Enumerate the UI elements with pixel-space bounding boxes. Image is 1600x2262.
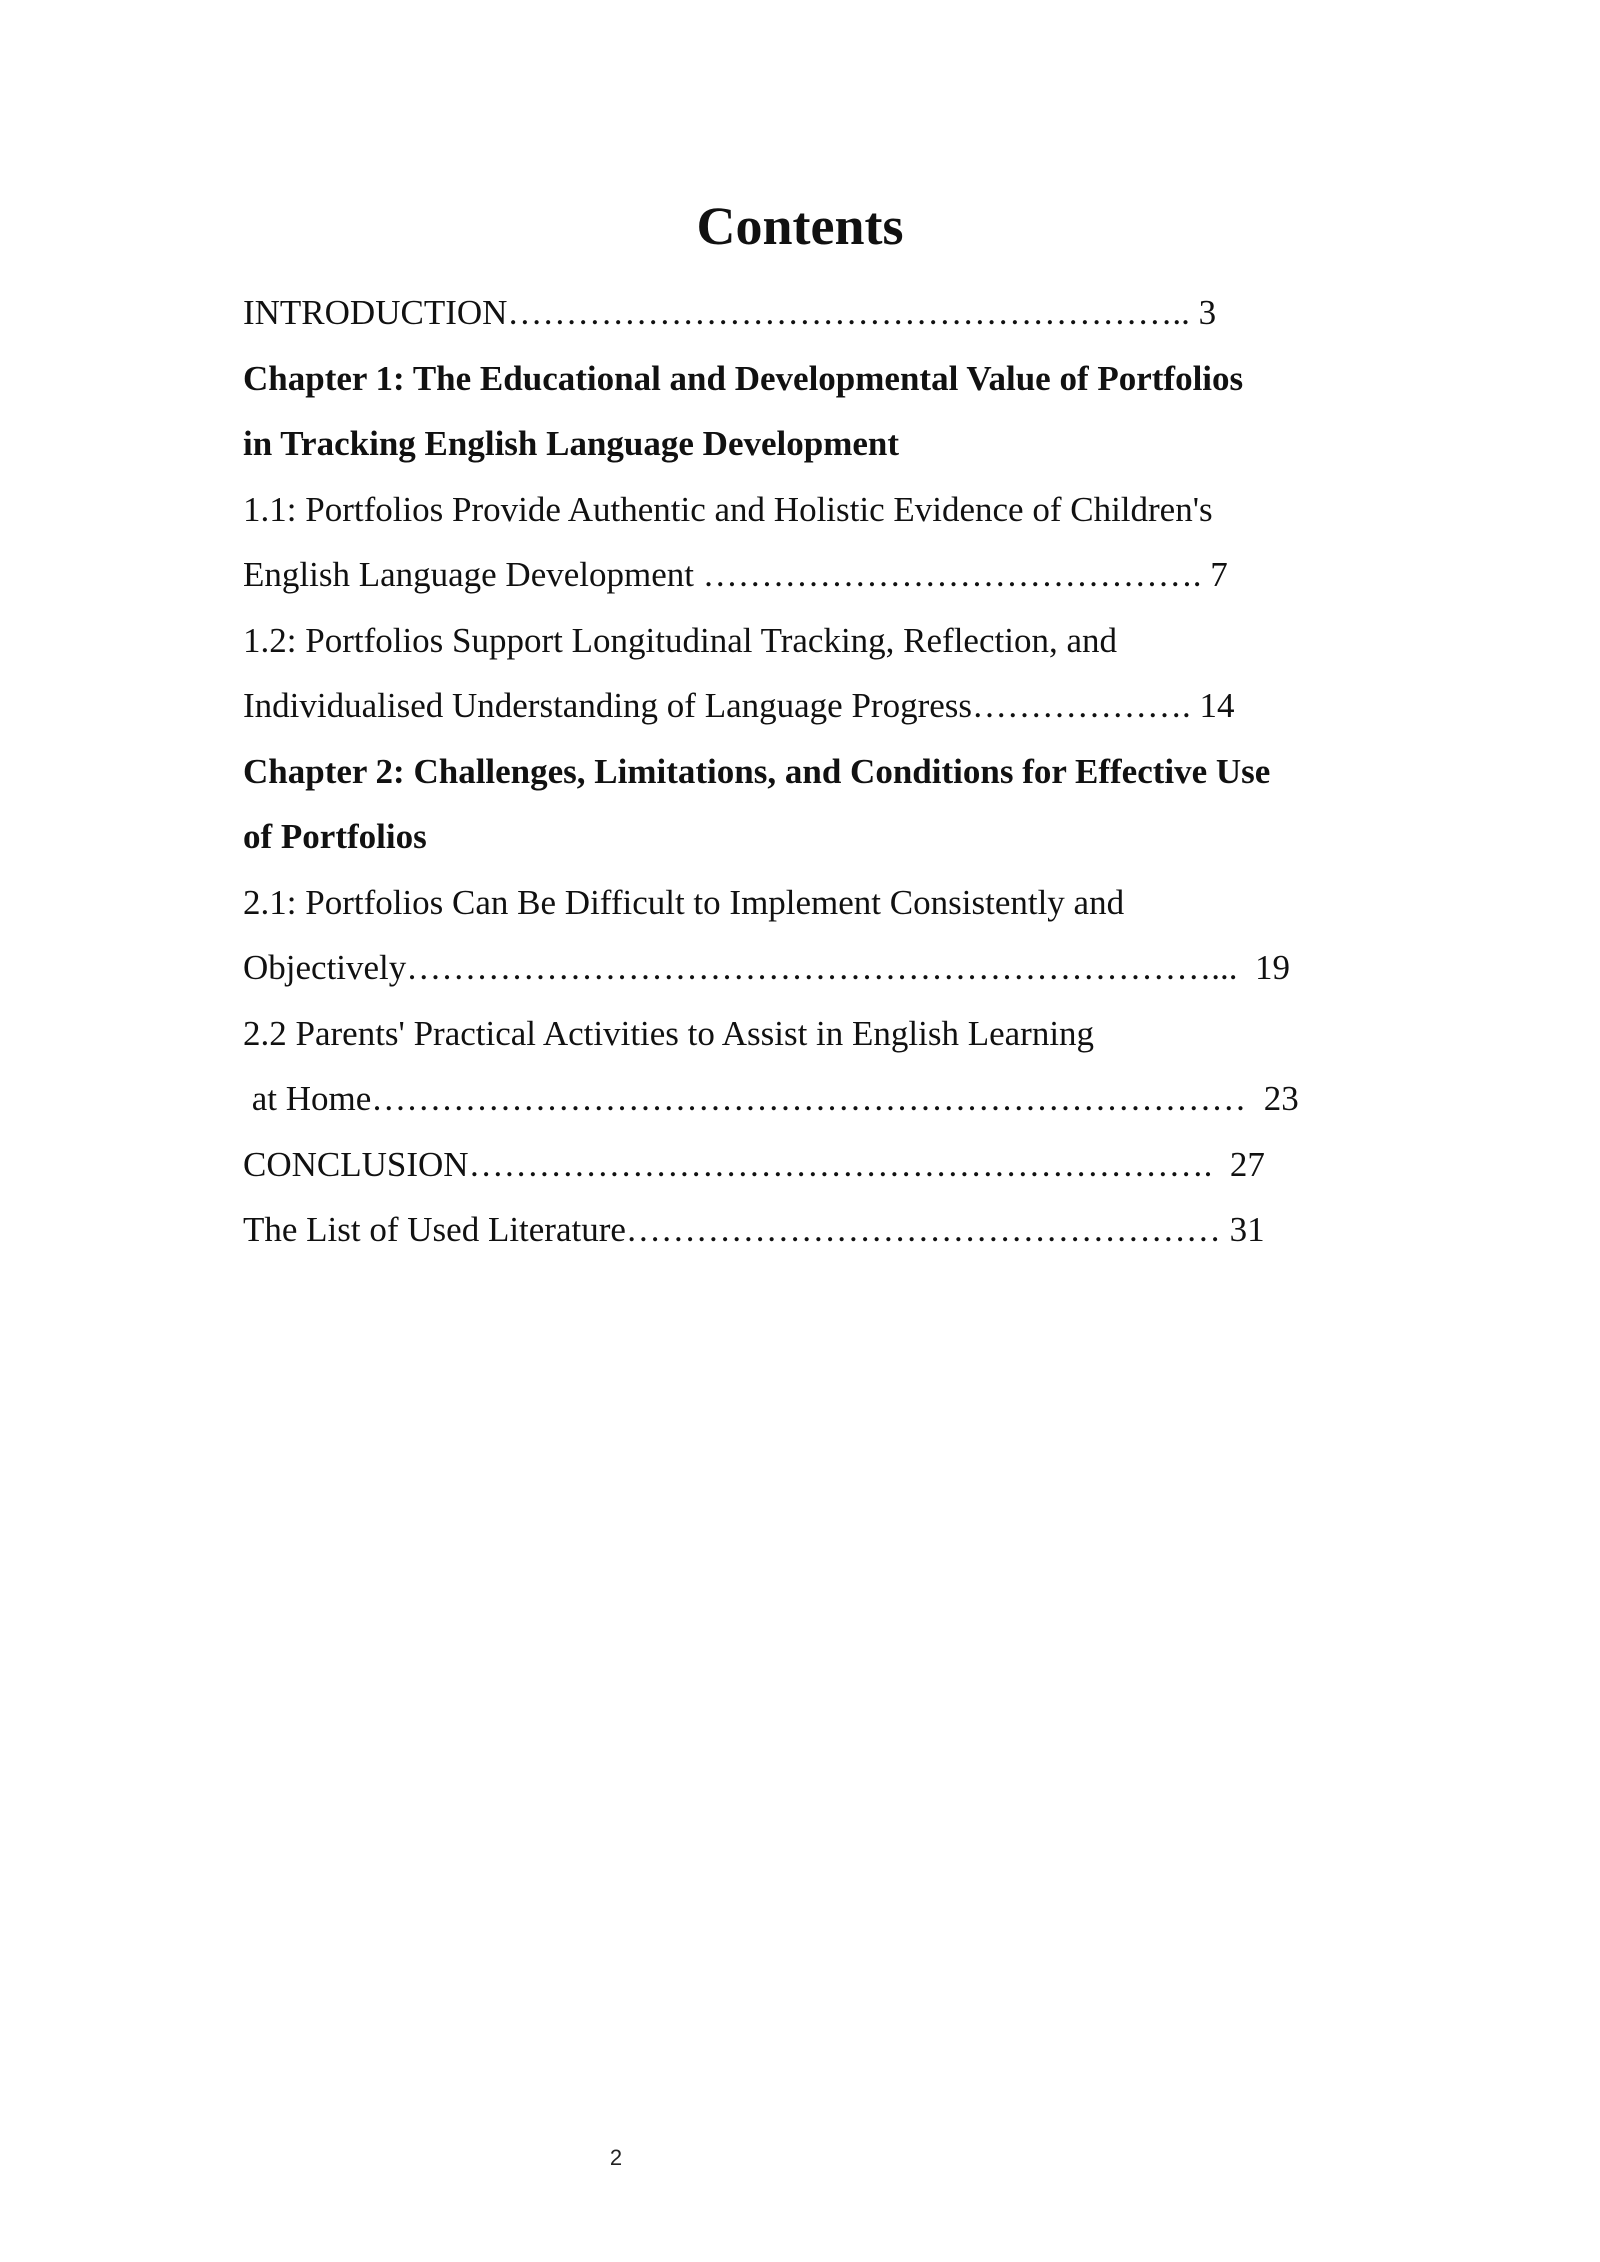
toc-section-1-1-line-2: English Language Development ……………………………………. 7	[243, 555, 1228, 594]
toc-chapter-1-heading-line-1: Chapter 1: The Educational and Developmental Value of Portfolios	[243, 358, 1244, 398]
toc-section-2-2-line-1: 2.2 Parents' Practical Activities to Assist in English Learning	[243, 1013, 1095, 1053]
toc-section-1-2-line-2: Individualised Understanding of Language Progress………………. 14	[243, 686, 1235, 725]
toc-chapter-1-heading-line-2: in Tracking English Language Development	[243, 424, 900, 463]
toc-section-2-2-line-2: at Home………………………………………………………………… 23	[243, 1079, 1299, 1118]
toc-section-2-1-line-1: 2.1: Portfolios Can Be Difficult to Implement Consistently and	[243, 882, 1125, 922]
toc-chapter-2-heading-line-2: of Portfolios	[243, 817, 427, 856]
toc-chapter-2-heading-line-1: Chapter 2: Challenges, Limitations, and Conditions for Effective Use	[243, 751, 1271, 791]
toc-literature: The List of Used Literature…………………………………………… 31	[243, 1210, 1265, 1249]
toc-conclusion: CONCLUSION………………………………………………………. 27	[243, 1144, 1265, 1184]
toc-section-1-2-line-1: 1.2: Portfolios Support Longitudinal Tracking, Reflection, and	[243, 620, 1117, 660]
toc-section-2-1-line-2: Objectively……………………………………………………………... 19	[243, 948, 1291, 987]
toc-introduction: INTRODUCTION………………………………………………….. 3	[243, 293, 1217, 332]
page-number: 2	[609, 2145, 623, 2170]
contents-title: Contents	[696, 196, 904, 256]
toc-section-1-1-line-1: 1.1: Portfolios Provide Authentic and Holistic Evidence of Children's	[243, 489, 1213, 529]
table-of-contents	[243, 280, 1373, 1263]
